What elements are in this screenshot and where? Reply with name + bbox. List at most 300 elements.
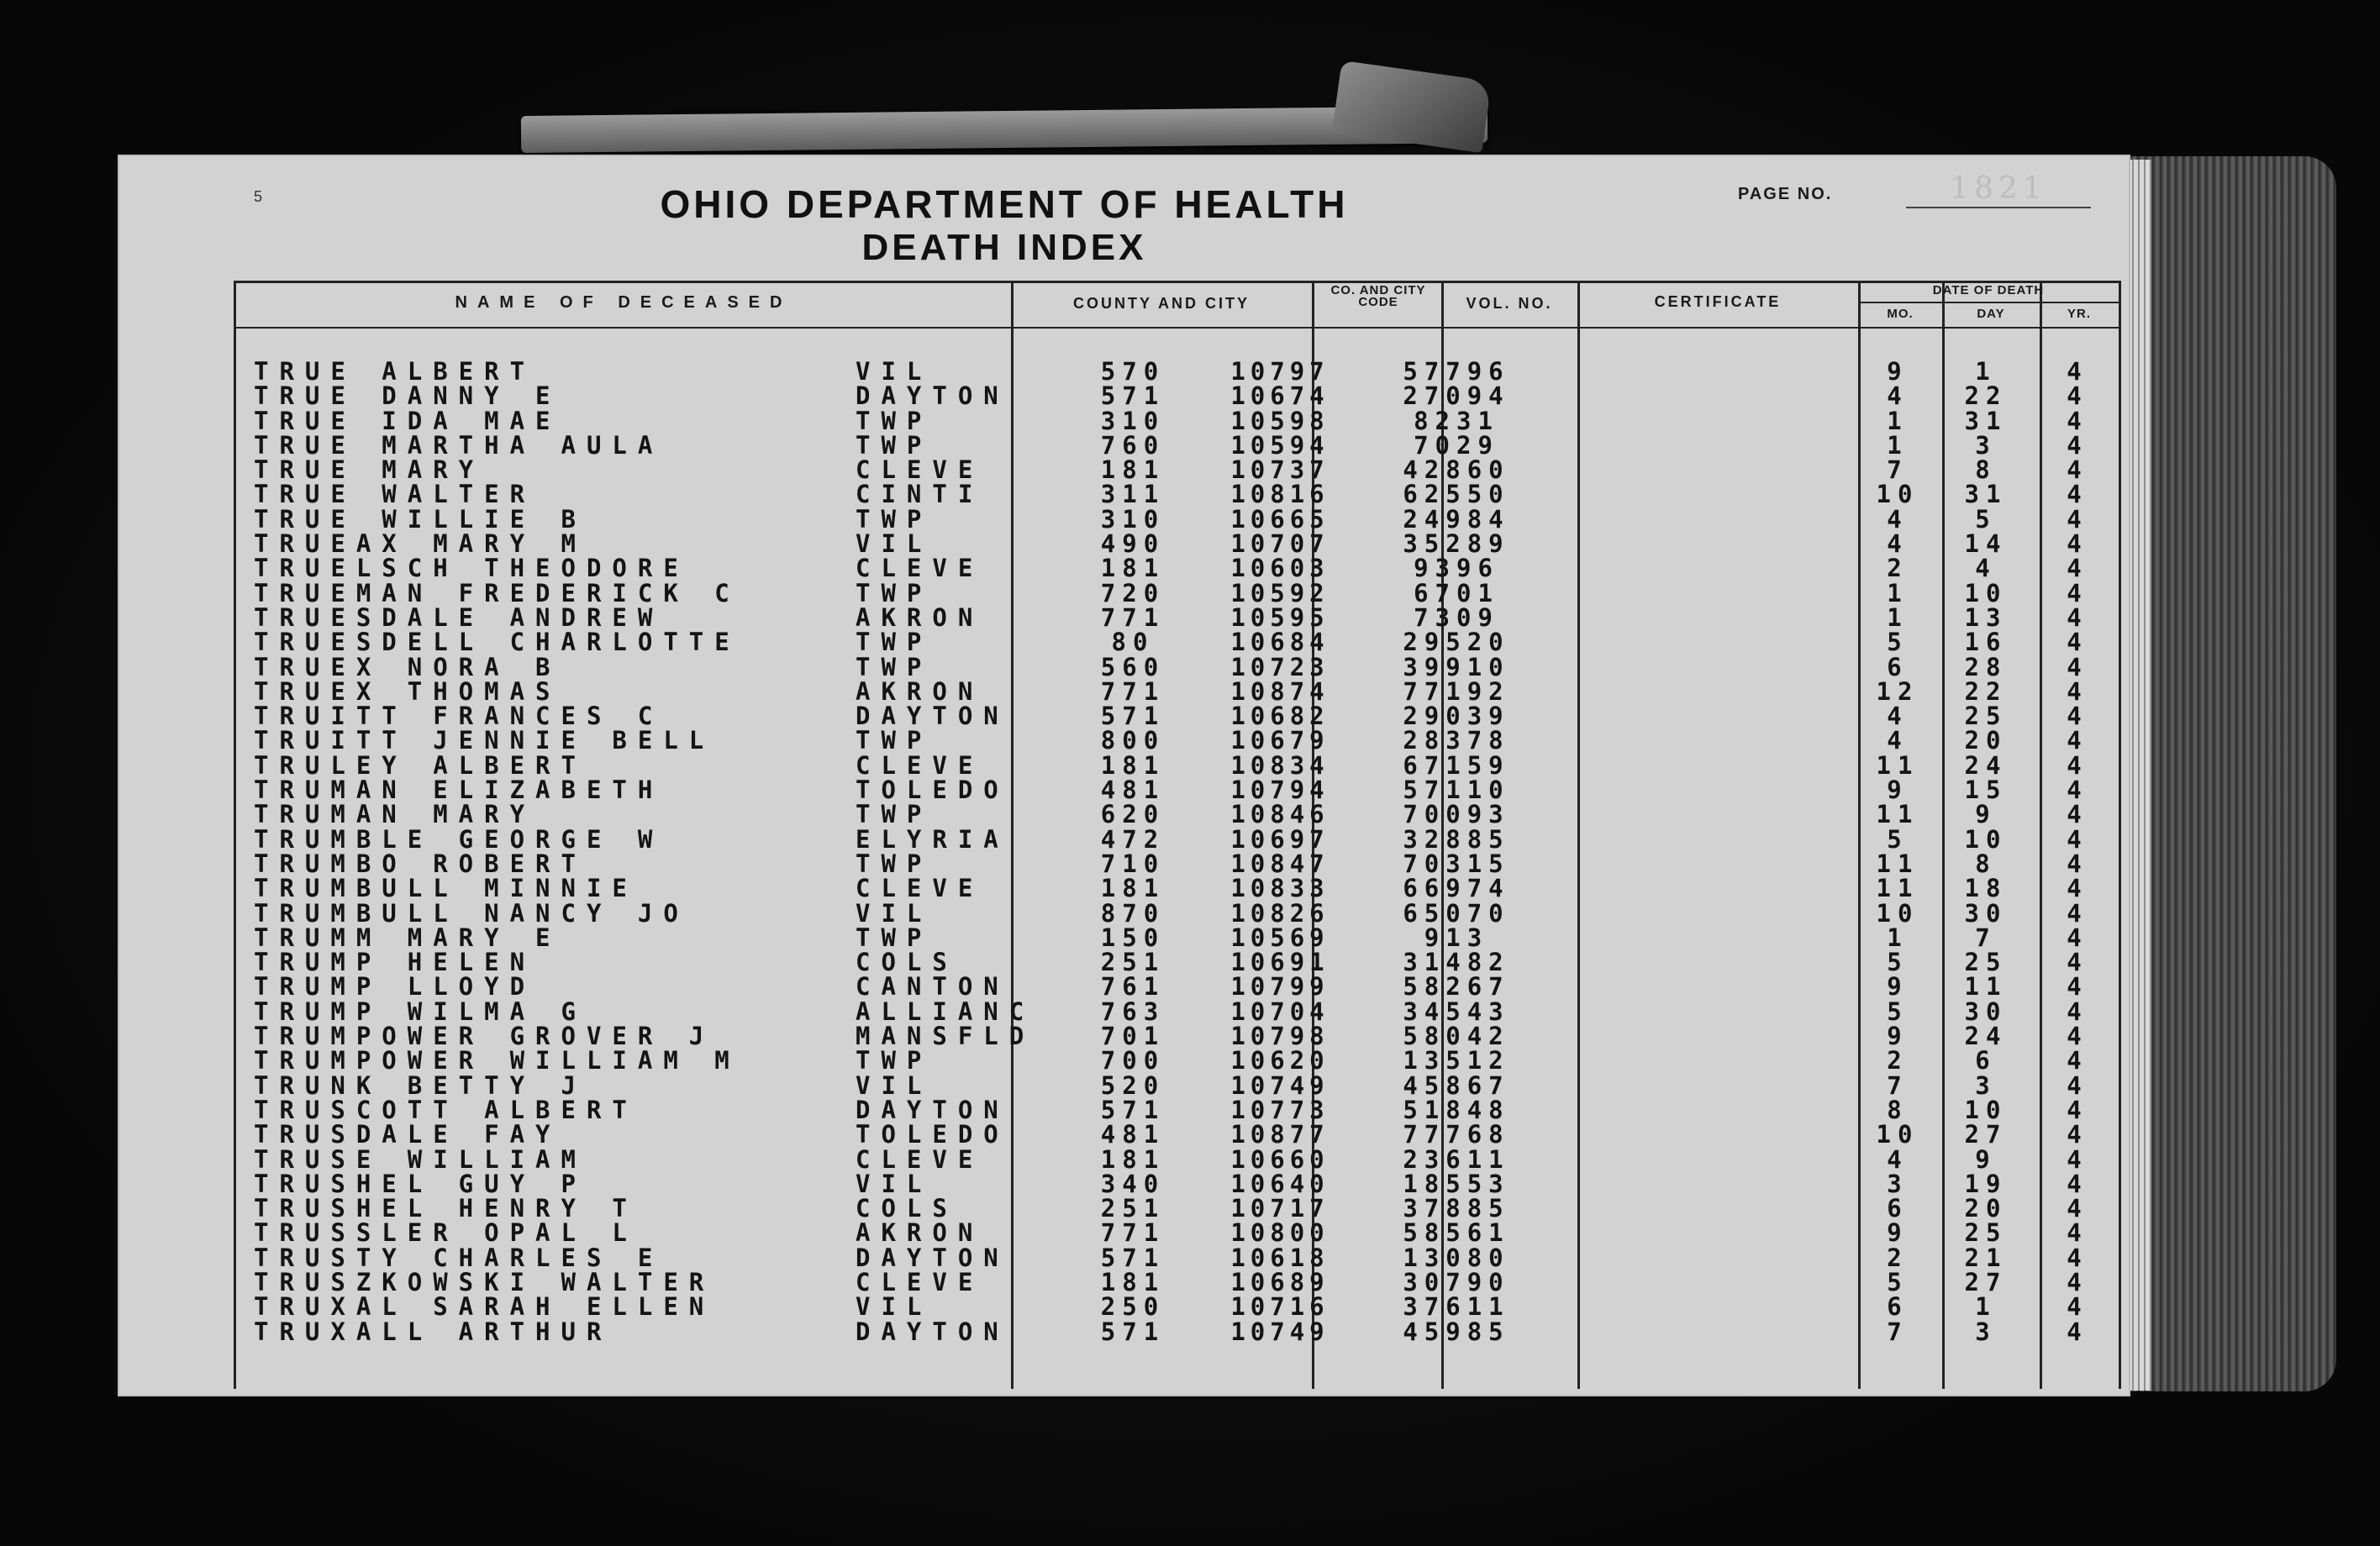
record-code: 800 <box>1100 726 1166 755</box>
record-day: 15 <box>1964 776 2008 805</box>
record-name: TRUXAL SARAH ELLEN <box>254 1292 715 1322</box>
record-code: 481 <box>1100 776 1166 805</box>
record-certificate: 51848 <box>1403 1095 1510 1124</box>
record-year: 4 <box>2067 1022 2082 1051</box>
record-month: 8 <box>1887 1095 1909 1124</box>
record-row <box>234 898 2116 928</box>
record-name: TRUITT JENNIE BELL <box>254 726 715 755</box>
record-name: TRUMM MARY E <box>254 923 561 952</box>
record-month: 1 <box>1887 602 1909 632</box>
record-day: 18 <box>1964 874 2008 903</box>
record-year: 4 <box>2067 996 2082 1026</box>
record-vol: 10620 <box>1230 1046 1330 1075</box>
record-code: 771 <box>1100 676 1166 706</box>
record-county-city: TWP <box>856 430 933 460</box>
record-row <box>234 1120 2116 1149</box>
record-certificate: 57110 <box>1403 776 1510 805</box>
record-year: 4 <box>2067 480 2082 509</box>
record-county-city: AKRON <box>856 602 984 632</box>
record-row <box>234 430 2116 460</box>
record-year: 4 <box>2067 1243 2082 1272</box>
record-month: 12 <box>1876 676 1919 706</box>
record-month: 11 <box>1876 750 1919 780</box>
record-vol: 10660 <box>1230 1144 1330 1174</box>
record-code: 251 <box>1100 948 1166 977</box>
record-vol: 10704 <box>1230 996 1330 1026</box>
record-county-city: TWP <box>856 1046 933 1075</box>
record-code: 181 <box>1100 1144 1166 1174</box>
record-row <box>234 776 2116 805</box>
record-month: 2 <box>1887 1243 1909 1272</box>
record-vol: 10798 <box>1230 1022 1330 1051</box>
record-row <box>234 630 2116 655</box>
record-code: 771 <box>1100 602 1166 632</box>
record-county-city: AKRON <box>856 1218 984 1248</box>
record-day: 10 <box>1964 824 2008 854</box>
record-certificate: 70093 <box>1403 800 1510 829</box>
record-day: 22 <box>1964 676 2008 706</box>
record-certificate: 39910 <box>1403 652 1510 681</box>
record-code: 150 <box>1100 923 1166 952</box>
record-row <box>234 1144 2116 1174</box>
record-name: TRUMBULL NANCY JO <box>254 898 689 928</box>
record-county-city: CANTON <box>856 972 1009 1002</box>
record-vol: 10640 <box>1230 1169 1330 1198</box>
record-code: 80 <box>1111 628 1155 657</box>
record-month: 5 <box>1887 824 1909 854</box>
record-day: 1 <box>1975 1292 1997 1322</box>
record-name: TRUELSCH THEODORE <box>254 554 689 583</box>
record-day: 30 <box>1964 996 2008 1026</box>
record-day: 16 <box>1964 628 2008 657</box>
record-year: 4 <box>2067 430 2082 460</box>
record-name: TRUSDALE FAY <box>254 1120 561 1149</box>
record-vol: 10707 <box>1230 529 1330 559</box>
record-code: 490 <box>1100 529 1166 559</box>
record-year: 4 <box>2067 1095 2082 1124</box>
header-date-of-death: DATE OF DEATH <box>1932 283 2045 297</box>
record-code: 310 <box>1100 504 1166 534</box>
record-code: 251 <box>1100 1194 1166 1223</box>
record-row <box>234 1267 2116 1296</box>
record-month: 11 <box>1876 800 1919 829</box>
record-row <box>234 406 2116 435</box>
record-code: 181 <box>1100 750 1166 780</box>
record-vol: 10874 <box>1230 676 1330 706</box>
record-vol: 10592 <box>1230 578 1330 607</box>
record-year: 4 <box>2067 1046 2082 1075</box>
record-month: 1 <box>1887 430 1909 460</box>
record-code: 340 <box>1100 1169 1166 1198</box>
page-number <box>1738 171 2108 206</box>
record-year: 4 <box>2067 1194 2082 1223</box>
record-month: 10 <box>1876 480 1919 509</box>
record-certificate: 34543 <box>1403 996 1510 1026</box>
record-row <box>234 849 2116 878</box>
record-vol: 10737 <box>1230 455 1330 485</box>
record-county-city: COLS <box>856 948 958 977</box>
record-month: 5 <box>1887 628 1909 657</box>
record-certificate: 913 <box>1424 923 1489 952</box>
record-vol: 10833 <box>1230 874 1330 903</box>
record-vol: 10877 <box>1230 1120 1330 1149</box>
record-day: 20 <box>1964 1194 2008 1223</box>
record-name: TRUSHEL HENRY T <box>254 1194 638 1223</box>
record-certificate: 57796 <box>1403 357 1510 386</box>
record-row <box>234 1317 2116 1346</box>
record-year: 4 <box>2067 455 2082 485</box>
record-row <box>234 1070 2116 1100</box>
record-code: 720 <box>1100 578 1166 607</box>
record-county-city: TWP <box>856 800 933 829</box>
record-name: TRUSE WILLIAM <box>254 1144 587 1174</box>
record-county-city: VIL <box>856 1292 933 1322</box>
record-vol: 10598 <box>1230 406 1330 435</box>
record-name: TRUE ALBERT <box>254 357 536 386</box>
record-day: 28 <box>1964 652 2008 681</box>
header-certificate: CERTIFICATE <box>1654 293 1782 310</box>
record-vol: 10749 <box>1230 1317 1330 1346</box>
record-vol: 10691 <box>1230 948 1330 977</box>
record-day: 9 <box>1975 800 1997 829</box>
record-day: 25 <box>1964 702 2008 731</box>
record-name: TRUE WALTER <box>254 480 536 509</box>
record-row <box>234 1095 2116 1124</box>
record-certificate: 37885 <box>1403 1194 1510 1223</box>
record-month: 4 <box>1887 726 1909 755</box>
record-code: 760 <box>1100 430 1166 460</box>
record-year: 4 <box>2067 602 2082 632</box>
record-vol: 10595 <box>1230 602 1330 632</box>
record-day: 8 <box>1975 849 1997 878</box>
record-year: 4 <box>2067 628 2082 657</box>
record-code: 310 <box>1100 406 1166 435</box>
record-row <box>234 702 2116 731</box>
record-row <box>234 504 2116 534</box>
record-vol: 10797 <box>1230 357 1330 386</box>
record-name: TRUMP HELEN <box>254 948 536 977</box>
record-row <box>234 556 2116 581</box>
record-name: TRUESDELL CHARLOTTE <box>254 628 740 657</box>
record-certificate: 42860 <box>1403 455 1510 485</box>
record-row <box>234 602 2116 632</box>
record-day: 10 <box>1964 578 2008 607</box>
record-vol: 10697 <box>1230 824 1330 854</box>
record-year: 4 <box>2067 1169 2082 1198</box>
record-name: TRUSZKOWSKI WALTER <box>254 1267 715 1296</box>
record-county-city: DAYTON <box>856 381 1009 411</box>
record-day: 25 <box>1964 1218 2008 1248</box>
header-vol: VOL. NO. <box>1466 295 1553 312</box>
record-month: 1 <box>1887 923 1909 952</box>
record-vol: 10665 <box>1230 504 1330 534</box>
record-month: 5 <box>1887 996 1909 1026</box>
record-day: 14 <box>1964 529 2008 559</box>
record-list <box>234 357 2116 1346</box>
record-day: 24 <box>1964 750 2008 780</box>
record-vol: 10749 <box>1230 1070 1330 1100</box>
record-county-city: CLEVE <box>856 1267 984 1296</box>
record-certificate: 37611 <box>1403 1292 1510 1322</box>
record-certificate: 65070 <box>1403 898 1510 928</box>
record-row <box>234 1218 2116 1248</box>
record-month: 11 <box>1876 849 1919 878</box>
record-vol: 10794 <box>1230 776 1330 805</box>
record-row <box>234 381 2116 411</box>
record-day: 1 <box>1975 357 1997 386</box>
record-row <box>234 923 2116 952</box>
record-county-city: TWP <box>856 628 933 657</box>
record-day: 13 <box>1964 602 2008 632</box>
record-county-city: TWP <box>856 578 933 607</box>
record-code: 181 <box>1100 874 1166 903</box>
record-year: 4 <box>2067 948 2082 977</box>
record-county-city: ALLIANC <box>856 996 1035 1026</box>
record-certificate: 35289 <box>1403 529 1510 559</box>
page-title: OHIO DEPARTMENT OF HEALTH <box>660 182 1349 226</box>
record-county-city: CLEVE <box>856 874 984 903</box>
record-vol: 10834 <box>1230 750 1330 780</box>
record-year: 4 <box>2067 800 2082 829</box>
record-code: 311 <box>1100 480 1166 509</box>
record-code: 181 <box>1100 554 1166 583</box>
record-year: 4 <box>2067 1144 2082 1174</box>
record-county-city: DAYTON <box>856 702 1009 731</box>
record-day: 6 <box>1975 1046 1997 1075</box>
record-month: 3 <box>1887 1169 1909 1198</box>
record-county-city: VIL <box>856 898 933 928</box>
record-code: 771 <box>1100 1218 1166 1248</box>
record-month: 7 <box>1887 1070 1909 1100</box>
record-row <box>234 652 2116 681</box>
record-certificate: 58042 <box>1403 1022 1510 1051</box>
record-year: 4 <box>2067 504 2082 534</box>
record-code: 560 <box>1100 652 1166 681</box>
record-month: 7 <box>1887 1317 1909 1346</box>
record-code: 571 <box>1100 381 1166 411</box>
record-month: 2 <box>1887 1046 1909 1075</box>
record-year: 4 <box>2067 1292 2082 1322</box>
record-name: TRUMP WILMA G <box>254 996 587 1026</box>
record-year: 4 <box>2067 554 2082 583</box>
record-certificate: 62550 <box>1403 480 1510 509</box>
record-row <box>234 972 2116 1002</box>
record-certificate: 77768 <box>1403 1120 1510 1149</box>
record-year: 4 <box>2067 702 2082 731</box>
record-year: 4 <box>2067 1317 2082 1346</box>
record-year: 4 <box>2067 381 2082 411</box>
record-vol: 10679 <box>1230 726 1330 755</box>
record-day: 11 <box>1964 972 2008 1002</box>
record-county-city: TWP <box>856 726 933 755</box>
record-name: TRUMAN ELIZABETH <box>254 776 664 805</box>
record-certificate: 58561 <box>1403 1218 1510 1248</box>
record-day: 8 <box>1975 455 1997 485</box>
record-day: 22 <box>1964 381 2008 411</box>
record-day: 7 <box>1975 923 1997 952</box>
record-year: 4 <box>2067 529 2082 559</box>
record-month: 6 <box>1887 1194 1909 1223</box>
record-county-city: CLEVE <box>856 554 984 583</box>
record-code: 763 <box>1100 996 1166 1026</box>
record-vol: 10846 <box>1230 800 1330 829</box>
record-row <box>234 950 2116 975</box>
record-year: 4 <box>2067 898 2082 928</box>
record-county-city: VIL <box>856 357 933 386</box>
record-name: TRUMPOWER GROVER J <box>254 1022 715 1051</box>
record-county-city: TOLEDO <box>856 776 1009 805</box>
header-name: NAME OF DECEASED <box>455 293 792 312</box>
record-code: 570 <box>1100 357 1166 386</box>
record-certificate: 9396 <box>1414 554 1499 583</box>
record-month: 4 <box>1887 702 1909 731</box>
record-code: 520 <box>1100 1070 1166 1100</box>
record-county-city: DAYTON <box>856 1095 1009 1124</box>
record-county-city: CLEVE <box>856 455 984 485</box>
header-day: DAY <box>1977 307 2005 321</box>
record-month: 9 <box>1887 1218 1909 1248</box>
record-code: 481 <box>1100 1120 1166 1149</box>
record-code: 870 <box>1100 898 1166 928</box>
page-number-label: PAGE NO. <box>1738 185 1833 203</box>
record-day: 25 <box>1964 948 2008 977</box>
record-code: 701 <box>1100 1022 1166 1051</box>
record-year: 4 <box>2067 972 2082 1002</box>
record-month: 4 <box>1887 1144 1909 1174</box>
record-county-city: TOLEDO <box>856 1120 1009 1149</box>
record-county-city: AKRON <box>856 676 984 706</box>
record-month: 5 <box>1887 1267 1909 1296</box>
record-county-city: VIL <box>856 1169 933 1198</box>
record-certificate: 31482 <box>1403 948 1510 977</box>
record-month: 5 <box>1887 948 1909 977</box>
record-row <box>234 1243 2116 1272</box>
record-vol: 10717 <box>1230 1194 1330 1223</box>
record-name: TRUE IDA MAE <box>254 406 561 435</box>
record-code: 250 <box>1100 1292 1166 1322</box>
record-name: TRUE WILLIE B <box>254 504 587 534</box>
record-year: 4 <box>2067 1218 2082 1248</box>
record-certificate: 24984 <box>1403 504 1510 534</box>
header-mo: MO. <box>1887 307 1914 321</box>
record-month: 1 <box>1887 406 1909 435</box>
record-certificate: 29039 <box>1403 702 1510 731</box>
record-certificate: 45985 <box>1403 1317 1510 1346</box>
record-certificate: 77192 <box>1403 676 1510 706</box>
record-code: 181 <box>1100 1267 1166 1296</box>
record-month: 10 <box>1876 898 1919 928</box>
record-vol: 10684 <box>1230 628 1330 657</box>
record-vol: 10847 <box>1230 849 1330 878</box>
record-year: 4 <box>2067 578 2082 607</box>
record-name: TRUE MARTHA AULA <box>254 430 664 460</box>
record-name: TRUNK BETTY J <box>254 1070 587 1100</box>
record-day: 31 <box>1964 480 2008 509</box>
record-county-city: CLEVE <box>856 750 984 780</box>
record-row <box>234 676 2116 706</box>
record-month: 7 <box>1887 455 1909 485</box>
record-vol: 10689 <box>1230 1267 1330 1296</box>
record-row <box>234 824 2116 854</box>
record-row <box>234 876 2116 901</box>
record-certificate: 13512 <box>1403 1046 1510 1075</box>
record-day: 27 <box>1964 1267 2008 1296</box>
record-name: TRUMAN MARY <box>254 800 536 829</box>
record-code: 571 <box>1100 702 1166 731</box>
record-code: 571 <box>1100 1243 1166 1272</box>
record-day: 31 <box>1964 406 2008 435</box>
record-year: 4 <box>2067 1120 2082 1149</box>
record-month: 9 <box>1887 1022 1909 1051</box>
record-year: 4 <box>2067 923 2082 952</box>
record-vol: 10682 <box>1230 702 1330 731</box>
record-county-city: CLEVE <box>856 1144 984 1174</box>
record-month: 4 <box>1887 504 1909 534</box>
header-yr: YR. <box>2067 307 2091 321</box>
record-day: 24 <box>1964 1022 2008 1051</box>
record-name: TRUEX NORA B <box>254 652 561 681</box>
record-name: TRUEAX MARY M <box>254 529 587 559</box>
record-name: TRUESDALE ANDREW <box>254 602 664 632</box>
record-row <box>234 529 2116 559</box>
record-name: TRUMBO ROBERT <box>254 849 587 878</box>
record-code: 620 <box>1100 800 1166 829</box>
record-day: 5 <box>1975 504 1997 534</box>
record-code: 571 <box>1100 1095 1166 1124</box>
record-code: 761 <box>1100 972 1166 1002</box>
record-vol: 10800 <box>1230 1218 1330 1248</box>
record-county-city: TWP <box>856 849 933 878</box>
record-code: 472 <box>1100 824 1166 854</box>
record-row <box>234 578 2116 607</box>
record-code: 710 <box>1100 849 1166 878</box>
record-vol: 10773 <box>1230 1095 1330 1124</box>
record-vol: 10569 <box>1230 923 1330 952</box>
record-year: 4 <box>2067 750 2082 780</box>
record-row <box>234 728 2116 753</box>
record-day: 21 <box>1964 1243 2008 1272</box>
record-county-city: DAYTON <box>856 1243 1009 1272</box>
record-month: 9 <box>1887 357 1909 386</box>
record-year: 4 <box>2067 406 2082 435</box>
record-certificate: 13080 <box>1403 1243 1510 1272</box>
record-certificate: 28378 <box>1403 726 1510 755</box>
record-certificate: 8231 <box>1414 406 1499 435</box>
record-row <box>234 1169 2116 1198</box>
record-vol: 10826 <box>1230 898 1330 928</box>
record-name: TRUMBULL MINNIE <box>254 874 638 903</box>
record-certificate: 27094 <box>1403 381 1510 411</box>
record-vol: 10594 <box>1230 430 1330 460</box>
record-certificate: 66974 <box>1403 874 1510 903</box>
record-certificate: 30790 <box>1403 1267 1510 1296</box>
record-year: 4 <box>2067 726 2082 755</box>
record-code: 700 <box>1100 1046 1166 1075</box>
record-vol: 10723 <box>1230 652 1330 681</box>
record-name: TRUSSLER OPAL L <box>254 1218 638 1248</box>
record-row <box>234 996 2116 1026</box>
record-name: TRUSTY CHARLES E <box>254 1243 664 1272</box>
record-day: 19 <box>1964 1169 2008 1198</box>
record-row <box>234 1292 2116 1322</box>
record-year: 4 <box>2067 776 2082 805</box>
record-name: TRUSCOTT ALBERT <box>254 1095 638 1124</box>
record-certificate: 18553 <box>1403 1169 1510 1198</box>
record-day: 27 <box>1964 1120 2008 1149</box>
record-name: TRUEMAN FREDERICK C <box>254 578 740 607</box>
record-day: 3 <box>1975 1070 1997 1100</box>
record-day: 3 <box>1975 430 1997 460</box>
